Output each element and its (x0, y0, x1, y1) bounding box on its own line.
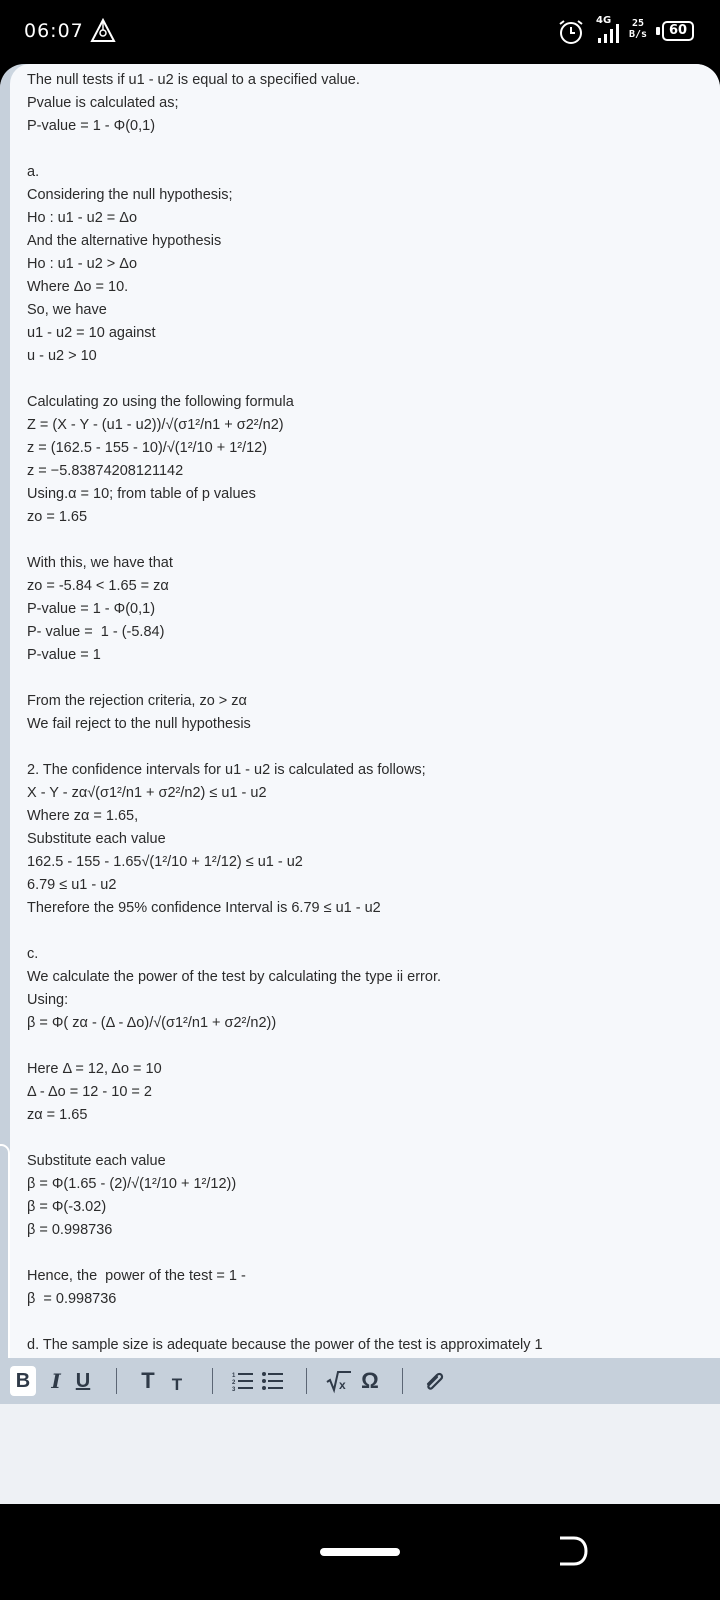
answer-text[interactable] (27, 69, 707, 1357)
toolbar-divider (116, 1368, 117, 1394)
answer-line: Pvalue is calculated as; (27, 95, 179, 111)
answer-line: 162.5 - 155 - 1.65√(1²/10 + 1²/12) ≤ u1 - u2 (27, 854, 303, 870)
blank-line (27, 1242, 707, 1265)
blank-line (27, 1035, 707, 1058)
answer-line: Considering the null hypothesis; (27, 187, 233, 203)
svg-text:1: 1 (232, 1373, 236, 1379)
warning-icon (90, 18, 116, 44)
answer-line: And the alternative hypothesis (27, 233, 222, 249)
answer-line: P-value = 1 - Φ(0,1) (27, 118, 156, 134)
answer-line: 6.79 ≤ u1 - u2 (27, 877, 117, 893)
answer-line: z = (162.5 - 155 - 10)/√(1²/10 + 1²/12) (27, 440, 268, 456)
answer-line: From the rejection criteria, zo > zα (27, 693, 247, 709)
clock: 06:07 (24, 20, 84, 42)
left-edge (0, 64, 10, 1504)
answer-line: zα = 1.65 (27, 1107, 88, 1123)
alarm-icon (557, 18, 585, 46)
answer-editor[interactable] (10, 64, 720, 1386)
blank-line (27, 368, 707, 391)
answer-line: Therefore the 95% confidence Interval is 6.79 ≤ u1 - u2 (27, 900, 381, 916)
svg-text:3: 3 (232, 1387, 236, 1393)
drag-handle[interactable] (0, 1144, 10, 1384)
paperclip-icon[interactable] (422, 1366, 448, 1396)
answer-line: a. (27, 164, 40, 180)
network-type: 4G (596, 15, 612, 26)
answer-line: With this, we have that (27, 555, 173, 571)
answer-line: 2. The confidence intervals for u1 - u2 is calculated as follows; (27, 762, 426, 778)
status-bar (0, 0, 720, 64)
blank-line (27, 736, 707, 759)
equation-icon[interactable] (326, 1366, 352, 1396)
answer-line: Ho : u1 - u2 > Δo (27, 256, 138, 272)
answer-line: Δ - Δo = 12 - 10 = 2 (27, 1084, 152, 1100)
answer-line: P-value = 1 - Φ(0,1) (27, 601, 156, 617)
blank-line (27, 920, 707, 943)
blank-line (27, 1311, 707, 1334)
answer-line: Calculating zo using the following formula (27, 394, 294, 410)
toolbar-divider (306, 1368, 307, 1394)
formatting-toolbar (0, 1358, 720, 1404)
answer-line: The null tests if u1 - u2 is equal to a specified value. (27, 72, 360, 88)
answer-line: P- value = 1 - (-5.84) (27, 624, 165, 640)
answer-line: X - Y - zα√(σ1²/n1 + σ2²/n2) ≤ u1 - u2 (27, 785, 267, 801)
back-icon[interactable] (558, 1534, 588, 1568)
numbered-list-icon[interactable] (232, 1366, 254, 1396)
answer-line: β = 0.998736 (27, 1291, 117, 1307)
answer-line: So, we have (27, 302, 107, 318)
answer-line: Z = (X - Y - (u1 - u2))/√(σ1²/n1 + σ2²/n2) (27, 417, 284, 433)
answer-line: We fail reject to the null hypothesis (27, 716, 251, 732)
battery-level: 60 (662, 21, 694, 41)
answer-editor-sheet (0, 64, 720, 1504)
answer-line: β = 0.998736 (27, 1222, 113, 1238)
answer-line: c. (27, 946, 39, 962)
answer-line: Substitute each value (27, 1153, 166, 1169)
svg-text:x: x (339, 1378, 346, 1392)
answer-line: zo = 1.65 (27, 509, 88, 525)
blank-line (27, 138, 707, 161)
svg-text:2: 2 (232, 1380, 236, 1386)
battery-tip (656, 27, 660, 35)
answer-line: Ho : u1 - u2 = Δo (27, 210, 138, 226)
answer-line: d. The sample size is adequate because the power of the test is approximately 1 (27, 1337, 543, 1353)
answer-line: Using: (27, 992, 69, 1008)
home-gesture-bar[interactable] (320, 1548, 400, 1556)
answer-line: β = Φ(-3.02) (27, 1199, 107, 1215)
answer-line: P-value = 1 (27, 647, 101, 663)
superscript-button[interactable]: T (141, 1368, 155, 1393)
blank-line (27, 667, 707, 690)
answer-line: Using.α = 10; from table of p values (27, 486, 256, 502)
blank-line (27, 1127, 707, 1150)
special-character-button[interactable]: Ω (361, 1368, 379, 1393)
answer-line: u1 - u2 = 10 against (27, 325, 156, 341)
italic-button[interactable]: I (51, 1369, 61, 1393)
subscript-button[interactable]: T (171, 1375, 183, 1394)
answer-line: z = −5.83874208121142 (27, 463, 184, 479)
toolbar-divider (402, 1368, 403, 1394)
answer-line: β = Φ( zα - (Δ - Δo)/√(σ1²/n1 + σ2²/n2)) (27, 1015, 277, 1031)
editor-footer-area (0, 1404, 720, 1504)
answer-line: zo = -5.84 < 1.65 = zα (27, 578, 169, 594)
answer-line: We calculate the power of the test by calculating the type ii error. (27, 969, 442, 985)
bold-button[interactable]: B (10, 1366, 36, 1396)
answer-line: Here Δ = 12, Δo = 10 (27, 1061, 162, 1077)
answer-line: Where Δo = 10. (27, 279, 129, 295)
answer-line: Hence, the power of the test = 1 - (27, 1268, 246, 1284)
answer-line: Where zα = 1.65, (27, 808, 139, 824)
navigation-bar (0, 1504, 720, 1600)
toolbar-divider (212, 1368, 213, 1394)
answer-line: Substitute each value (27, 831, 166, 847)
underline-button[interactable]: U (75, 1369, 91, 1392)
answer-line: u - u2 > 10 (27, 348, 97, 364)
data-speed: 25 B/s (629, 18, 648, 40)
answer-line: β = Φ(1.65 - (2)/√(1²/10 + 1²/12)) (27, 1176, 237, 1192)
bullet-list-icon[interactable] (262, 1366, 284, 1396)
blank-line (27, 529, 707, 552)
